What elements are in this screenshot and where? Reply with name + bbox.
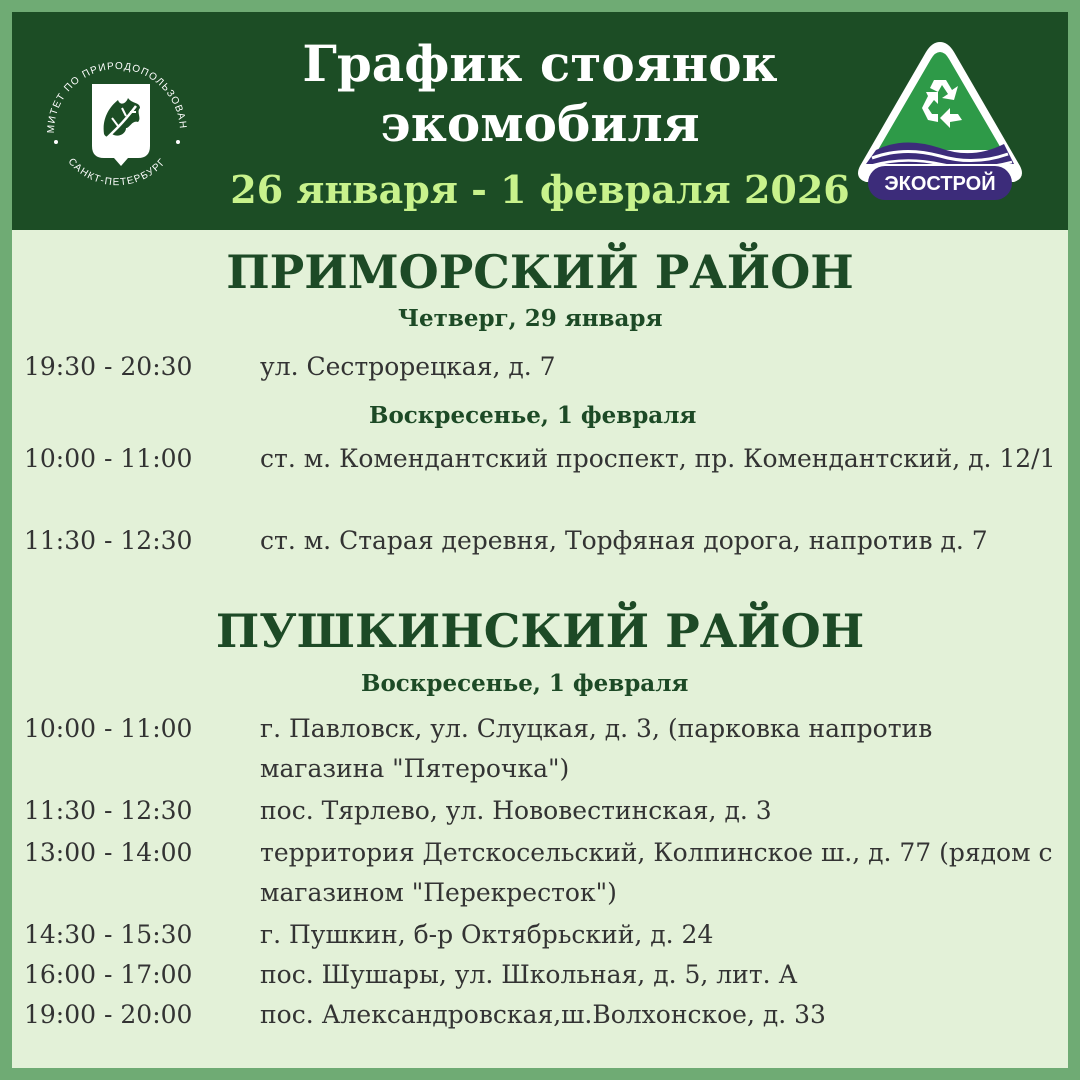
time-slot: 13:00 - 14:00 — [24, 838, 193, 867]
day-heading: Воскресенье, 1 февраля — [361, 670, 689, 697]
district-heading-pushkinsky: ПУШКИНСКИЙ РАЙОН — [215, 604, 865, 658]
time-slot: 10:00 - 11:00 — [24, 714, 193, 743]
poster — [12, 12, 1068, 1068]
address: г. Пушкин, б-р Октябрьский, д. 24 — [260, 920, 714, 949]
address: г. Павловск, ул. Слуцкая, д. 3, (парковка напротив магазина "Пятерочка") — [260, 714, 933, 783]
time-slot: 11:30 - 12:30 — [24, 796, 193, 825]
time-slot: 19:00 - 20:00 — [24, 1000, 193, 1029]
time-slot: 16:00 - 17:00 — [24, 960, 193, 989]
header-banner — [12, 12, 1068, 230]
address: пос. Шушары, ул. Школьная, д. 5, лит. А — [260, 960, 798, 989]
ekostroy-logo-text: ЭКОСТРОЙ — [884, 173, 996, 195]
date-range: 26 января - 1 февраля 2026 — [230, 167, 850, 212]
title-line-1: График стоянок — [302, 34, 778, 93]
day-heading: Воскресенье, 1 февраля — [369, 402, 697, 429]
time-slot: 10:00 - 11:00 — [24, 444, 193, 473]
time-slot: 19:30 - 20:30 — [24, 352, 193, 381]
address: территория Детскосельский, Колпинское ш., д. 77 (рядом с магазином "Перекресток") — [260, 838, 1053, 907]
time-slot: 11:30 - 12:30 — [24, 526, 193, 555]
logo-arc-text-bottom: САНКТ-ПЕТЕРБУРГ — [65, 156, 169, 189]
day-heading: Четверг, 29 января — [398, 305, 663, 332]
time-slot: 14:30 - 15:30 — [24, 920, 193, 949]
address: ул. Сестрорецкая, д. 7 — [260, 352, 556, 381]
district-heading-primorsky: ПРИМОРСКИЙ РАЙОН — [226, 245, 854, 299]
ekostroy-logo — [854, 38, 1026, 210]
address: пос. Александровская,ш.Волхонское, д. 33 — [260, 1000, 826, 1029]
ekostroy-triangle-icon — [854, 38, 1026, 210]
address: ст. м. Старая деревня, Торфяная дорога, напротив д. 7 — [260, 526, 988, 555]
title-line-2: экомобиля — [380, 94, 700, 153]
address: ст. м. Комендантский проспект, пр. Комендантский, д. 12/1 — [260, 444, 1056, 473]
logo-arc-text-top: МИТЕТ ПО ПРИРОДОПОЛЬЗОВАН — [45, 60, 189, 134]
address: пос. Тярлево, ул. Нововестинская, д. 3 — [260, 796, 772, 825]
